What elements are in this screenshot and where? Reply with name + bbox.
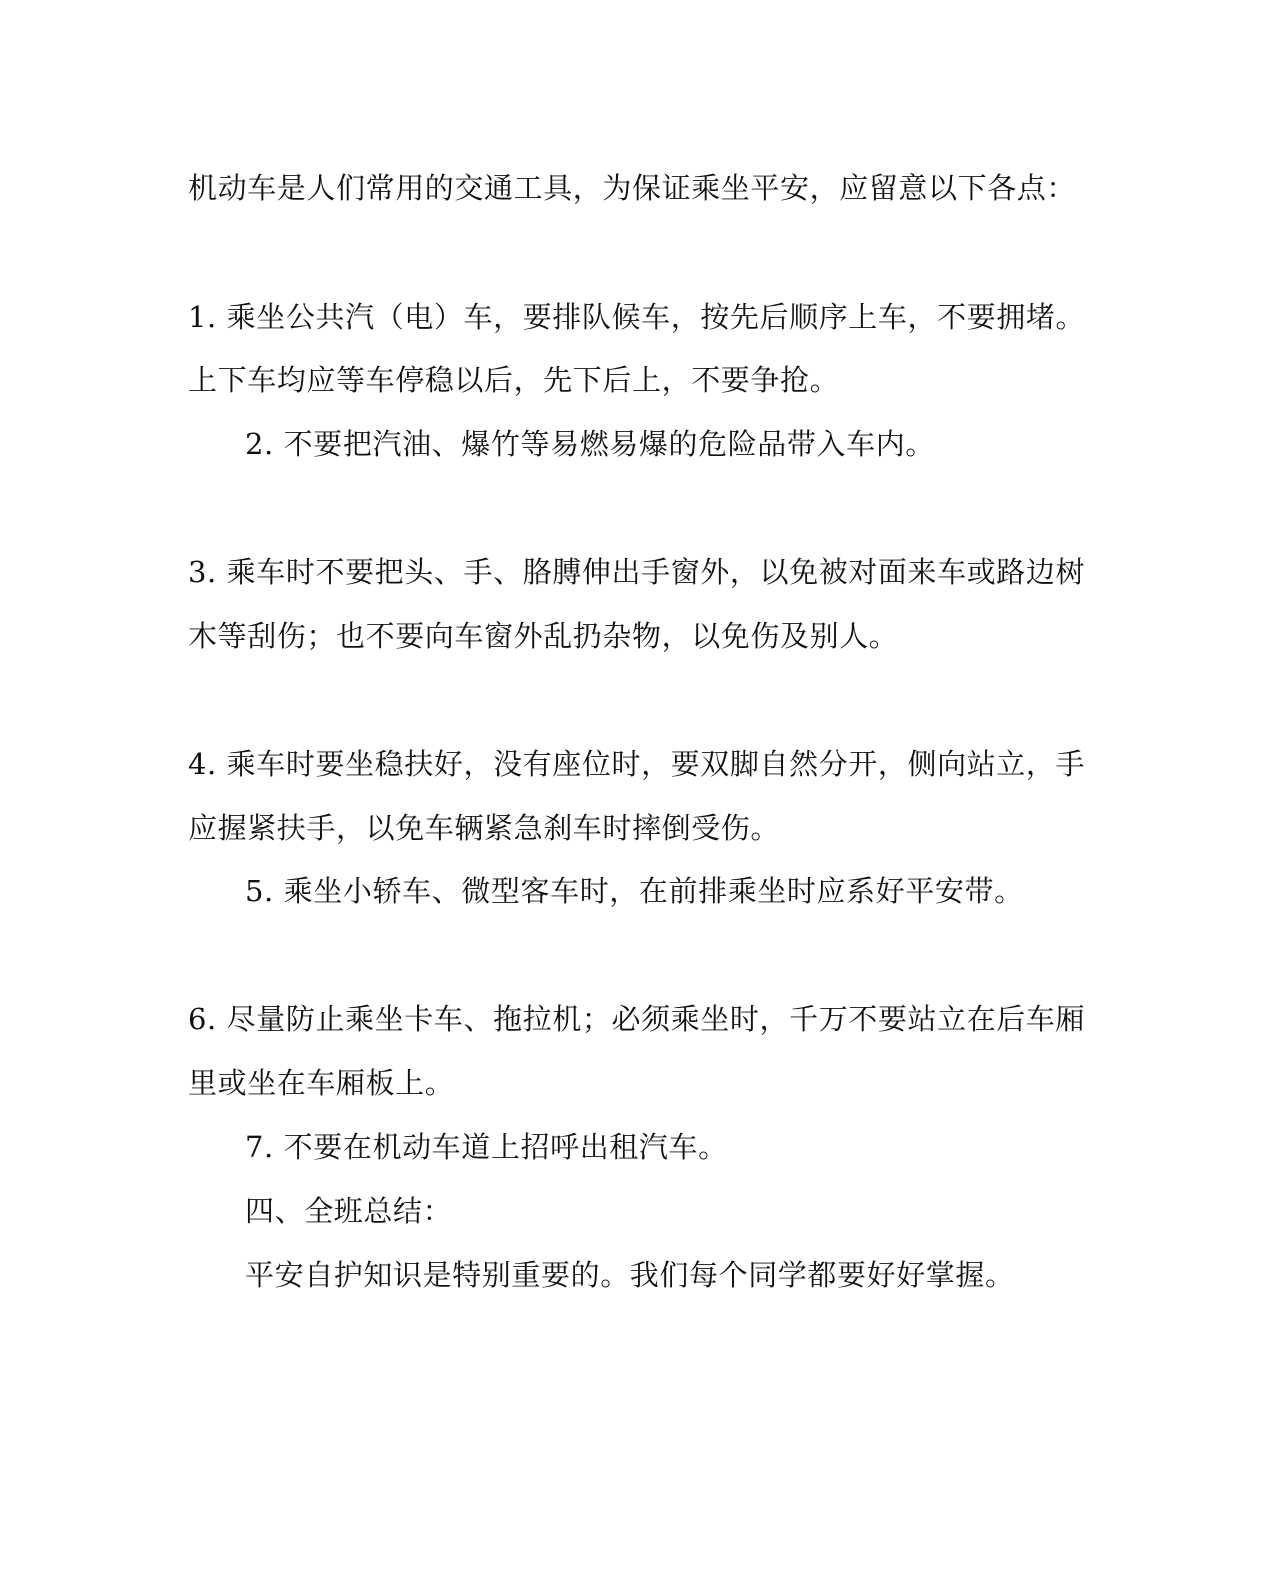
item-5-line: 5. 乘坐小轿车、微型客车时，在前排乘坐时应系好平安带。 <box>245 874 1024 908</box>
item-1-line-1: 1. 乘坐公共汽（电）车，要排队候车，按先后顺序上车，不要拥堵。 <box>188 300 1086 334</box>
summary-line: 平安自护知识是特别重要的。我们每个同学都要好好掌握。 <box>245 1258 1015 1292</box>
intro-line: 机动车是人们常用的交通工具，为保证乘坐平安，应留意以下各点： <box>188 171 1077 205</box>
item-7-line: 7. 不要在机动车道上招呼出租汽车。 <box>245 1130 728 1164</box>
item-6-line-2: 里或坐在车厢板上。 <box>188 1066 455 1100</box>
item-4-line-1: 4. 乘车时要坐稳扶好，没有座位时，要双脚自然分开，侧向站立，手 <box>188 747 1086 781</box>
item-4-line-2: 应握紧扶手，以免车辆紧急刹车时摔倒受伤。 <box>188 811 781 845</box>
item-1-line-2: 上下车均应等车停稳以后，先下后上，不要争抢。 <box>188 363 840 397</box>
section-heading: 四、全班总结： <box>245 1194 453 1228</box>
item-6-line-1: 6. 尽量防止乘坐卡车、拖拉机；必须乘坐时，千万不要站立在后车厢 <box>188 1002 1086 1036</box>
item-3-line-2: 木等刮伤；也不要向车窗外乱扔杂物，以免伤及别人。 <box>188 619 899 653</box>
item-2-line: 2. 不要把汽油、爆竹等易燃易爆的危险品带入车内。 <box>245 427 935 461</box>
item-3-line-1: 3. 乘车时不要把头、手、胳膊伸出手窗外，以免被对面来车或路边树 <box>188 555 1086 589</box>
